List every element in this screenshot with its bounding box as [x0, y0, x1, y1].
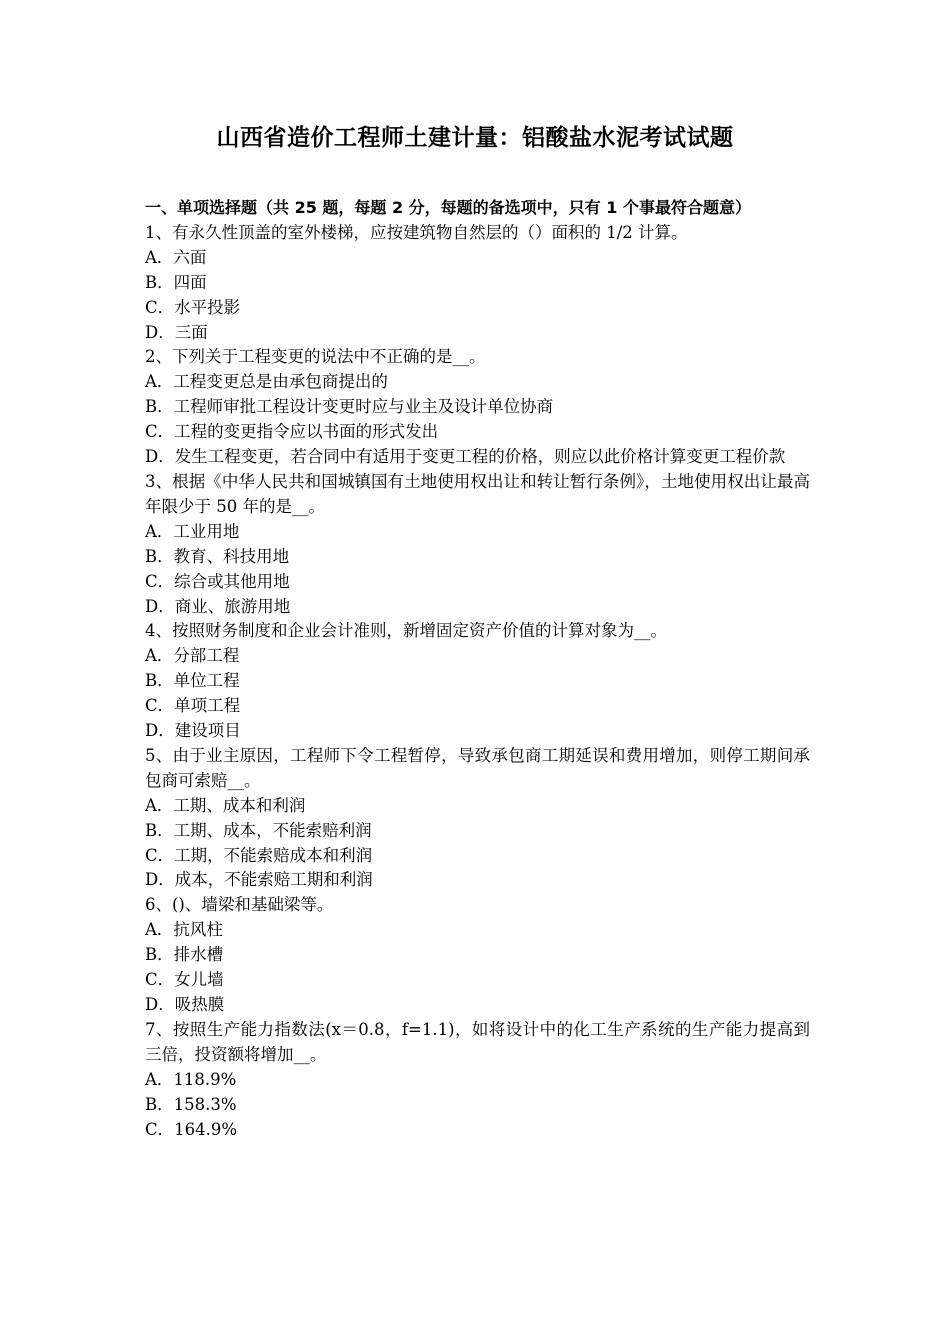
- answer-option: B．工期、成本，不能索赔利润: [145, 820, 372, 840]
- answer-option: C．女儿墙: [145, 970, 224, 990]
- answer-option: B．四面: [145, 272, 207, 292]
- answer-option: D．三面: [145, 322, 208, 342]
- question-stem: 3、根据《中华人民共和国城镇国有土地使用权出让和转让暂行条例》，土地使用权出让最高年限少于 50 年的是__。: [145, 471, 810, 516]
- answer-option: D．成本，不能索赔工期和利润: [145, 870, 373, 890]
- answer-option: B．排水槽: [145, 945, 224, 965]
- question-7: [145, 1018, 810, 1143]
- question-1: [145, 221, 810, 346]
- answer-option: C．164.9%: [145, 1119, 238, 1139]
- question-3: [145, 470, 810, 619]
- answer-option: C．工程的变更指令应以书面的形式发出: [145, 422, 439, 442]
- answer-option: A．抗风柱: [145, 920, 223, 940]
- answer-option: A．工期、成本和利润: [145, 795, 306, 815]
- question-stem: 4、按照财务制度和企业会计准则，新增固定资产价值的计算对象为__。: [145, 621, 667, 641]
- answer-option: A．工程变更总是由承包商提出的: [145, 372, 388, 392]
- answer-option: C．综合或其他用地: [145, 571, 290, 591]
- answer-option: A．工业用地: [145, 521, 240, 541]
- answer-option: D．建设项目: [145, 721, 241, 741]
- document-body: [145, 196, 810, 1142]
- question-4: [145, 619, 810, 744]
- answer-option: C．工期，不能索赔成本和利润: [145, 845, 373, 865]
- answer-option: B．工程师审批工程设计变更时应与业主及设计单位协商: [145, 397, 554, 417]
- answer-option: B．教育、科技用地: [145, 546, 290, 566]
- answer-option: C．水平投影: [145, 297, 241, 317]
- question-stem: 2、下列关于工程变更的说法中不正确的是__。: [145, 347, 486, 367]
- answer-option: D．发生工程变更，若合同中有适用于变更工程的价格，则应以此价格计算变更工程价款: [145, 447, 786, 467]
- answer-option: A．六面: [145, 247, 207, 267]
- question-stem: 5、由于业主原因，工程师下令工程暂停，导致承包商工期延误和费用增加，则停工期间承包商可索赔__。: [145, 745, 810, 790]
- question-6: [145, 893, 810, 1018]
- question-5: [145, 744, 810, 893]
- answer-option: A．118.9%: [145, 1069, 237, 1089]
- answer-option: B．单位工程: [145, 671, 240, 691]
- question-stem: 7、按照生产能力指数法(x＝0.8，f=1.1)，如将设计中的化工生产系统的生产能力提高到三倍，投资额将增加__。: [145, 1019, 810, 1064]
- answer-option: D．吸热膜: [145, 995, 225, 1014]
- answer-option: C．单项工程: [145, 696, 241, 716]
- answer-option: D．商业、旅游用地: [145, 596, 291, 616]
- section-heading: 一、单项选择题（共 25 题，每题 2 分，每题的备选项中，只有 1 个事最符合题意）: [145, 198, 751, 217]
- question-stem: 1、有永久性顶盖的室外楼梯，应按建筑物自然层的（）面积的 1/2 计算。: [145, 222, 688, 242]
- question-2: [145, 345, 810, 470]
- document-title: 山西省造价工程师土建计量：铝酸盐水泥考试试题: [216, 125, 734, 151]
- answer-option: A．分部工程: [145, 646, 240, 666]
- answer-option: B．158.3%: [145, 1094, 237, 1114]
- question-stem: 6、()、墙梁和基础梁等。: [145, 895, 334, 915]
